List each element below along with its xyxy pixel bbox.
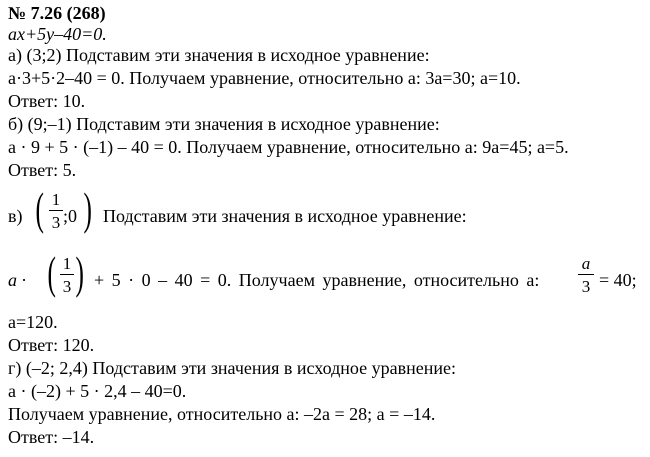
part-a-work: a·3+5·2–40 = 0. Получаем уравнение, относительно a: 3a=30; a=10. (8, 68, 521, 88)
part-c-work-fraction (60, 254, 74, 296)
part-c-label: в) (8, 206, 23, 226)
part-c-result: a=120. (8, 312, 58, 332)
right-paren: ) (75, 247, 84, 298)
part-d-intro: г) (–2; 2,4) Подставим эти значения в исходное уравнение: (8, 358, 456, 378)
part-d-equation: Получаем уравнение, относительно a: –2a = 28; a = –14. (8, 404, 436, 424)
part-b-work: a · 9 + 5 · (–1) – 40 = 0. Получаем уравнение, относительно a: 9a=45; a=5. (8, 137, 569, 157)
fraction-bar (49, 210, 63, 211)
part-d-answer: Ответ: –14. (8, 427, 95, 447)
part-c-work-rest: + 5 · 0 – 40 = 0. Получаем уравнение, относительно a: (94, 270, 540, 290)
work-denominator: 3 (62, 277, 72, 296)
fraction-bar (578, 274, 594, 275)
part-d-work: a · (–2) + 5 · 2,4 – 40=0. (8, 381, 187, 401)
fraction-bar (60, 274, 74, 275)
part-c-intro: Подставим эти значения в исходное уравнение: (103, 206, 467, 226)
part-c-answer: Ответ: 120. (8, 335, 95, 355)
part-c-work-a: a · (8, 270, 26, 290)
work-numerator: 1 (62, 254, 72, 273)
right-paren: ) (83, 183, 92, 234)
rhs-denominator: 3 (581, 277, 591, 296)
part-c-rhs-fraction (578, 254, 594, 296)
part-c-point-rest: ;0 (63, 206, 78, 226)
part-a-intro: а) (3;2) Подставим эти значения в исходное уравнение: (8, 45, 430, 65)
part-b-answer: Ответ: 5. (8, 160, 77, 180)
part-c-point-fraction (49, 190, 63, 232)
problem-equation: ax+5y–40=0. (8, 24, 107, 44)
part-c-rhs-eq: = 40; (599, 270, 637, 290)
rhs-numerator: a (581, 254, 591, 273)
part-b-intro: б) (9;–1) Подставим эти значения в исходное уравнение: (8, 114, 440, 134)
point-denominator: 3 (51, 213, 61, 232)
left-paren: ( (47, 247, 56, 298)
left-paren: ( (35, 183, 44, 234)
problem-number: № 7.26 (268) (8, 3, 106, 23)
point-numerator: 1 (51, 190, 61, 209)
part-a-answer: Ответ: 10. (8, 91, 86, 111)
